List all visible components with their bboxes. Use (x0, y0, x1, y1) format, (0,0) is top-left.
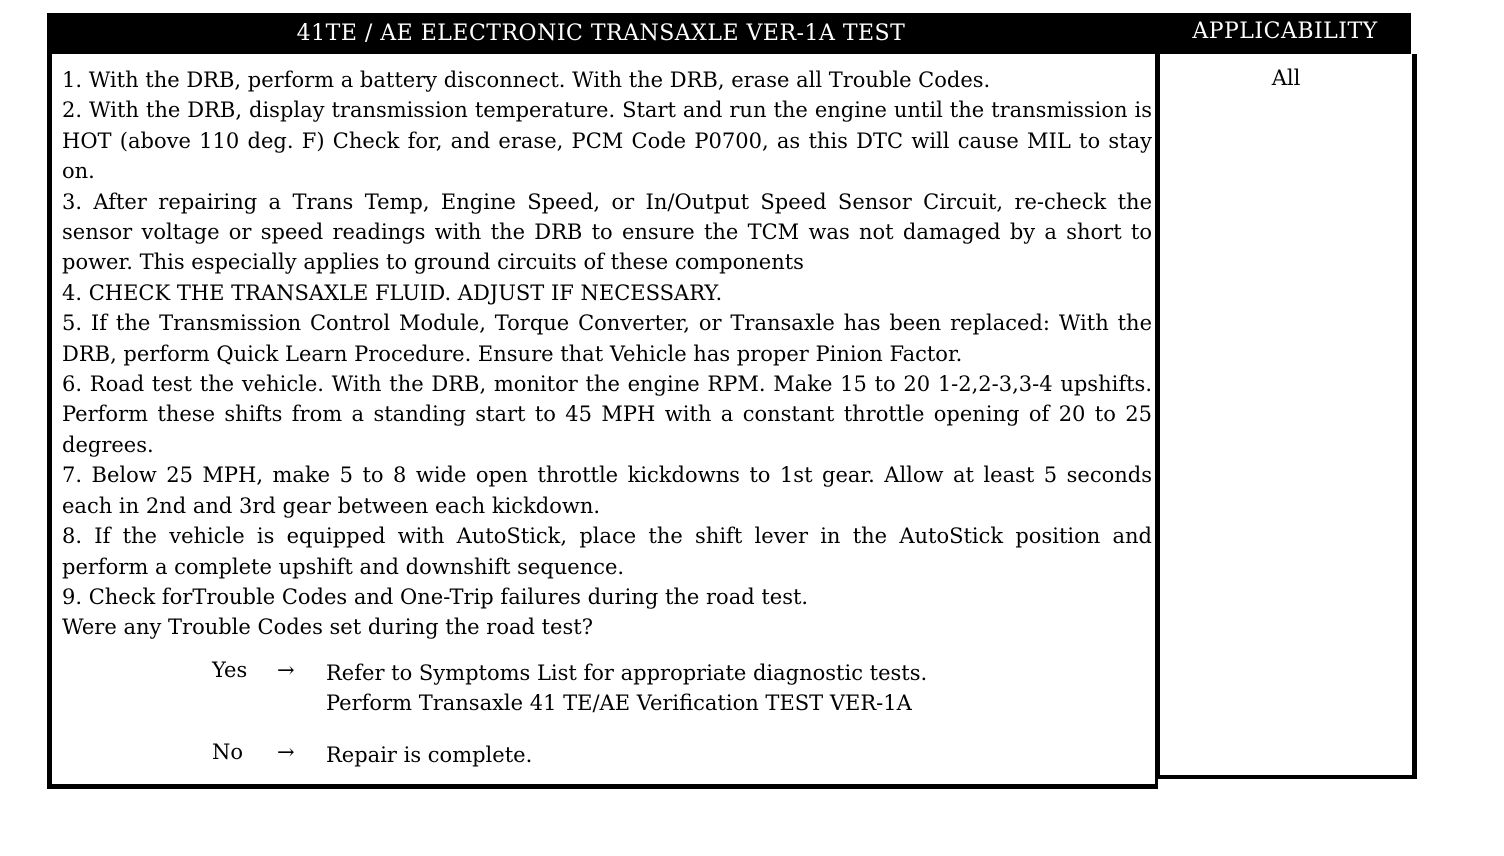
yes-line-2: Perform Transaxle 41 TE/AE Verification TEST VER-1A (326, 691, 912, 715)
applicability-heading: APPLICABILITY (1192, 19, 1378, 44)
step-1: 1. With the DRB, perform a battery disconnect. With the DRB, erase all Trouble Codes. (62, 68, 991, 92)
step-6: 6. Road test the vehicle. With the DRB, monitor the engine RPM. Make 15 to 20 1-2,2-3,3-4 upshifts. Perform these shifts from a standing start to 45 MPH with a constant throttle opening of 20 to 25 degrees. (62, 372, 1152, 457)
test-title: 41TE / AE ELECTRONIC TRANSAXLE VER-1A TEST (296, 21, 906, 46)
yes-label: Yes (212, 658, 248, 682)
question-text: Were any Trouble Codes set during the road test? (62, 615, 593, 640)
step-3: 3. After repairing a Trans Temp, Engine Speed, or In/Output Speed Sensor Circuit, re-check the sensor voltage or speed readings with the DRB to ensure the TCM was not damaged by a short to power. This especially applies to ground circuits of these components (62, 189, 1152, 275)
step-8: 8. If the vehicle is equipped with AutoStick, place the shift lever in the AutoStick position and perform a complete upshift and downshift sequence. (62, 524, 1152, 579)
no-line-1: Repair is complete. (326, 743, 533, 767)
step-5: 5. If the Transmission Control Module, Torque Converter, or Transaxle has been replaced: With the DRB, perform Quick Learn Procedure. Ensure that Vehicle has proper Pinion Factor. (62, 311, 1152, 366)
step-2: 2. With the DRB, display transmission temperature. Start and run the engine until the transmission is HOT (above 110 deg. F) Check for, and erase, PCM Code P0700, as this DTC will cause MIL to stay on. (62, 98, 1152, 184)
procedure-steps (62, 65, 1152, 643)
step-7: 7. Below 25 MPH, make 5 to 8 wide open throttle kickdowns to 1st gear. Allow at least 5 seconds each in 2nd and 3rd gear between each kickdown. (62, 463, 1152, 518)
yes-line-1: Refer to Symptoms List for appropriate diagnostic tests. (326, 661, 928, 685)
yes-instructions (326, 658, 1126, 718)
step-4: 4. CHECK THE TRANSAXLE FLUID. ADJUST IF NECESSARY. (62, 280, 723, 305)
no-instructions (326, 740, 1126, 770)
yes-arrow-icon: → (277, 658, 295, 682)
step-9: 9. Check forTrouble Codes and One-Trip failures during the road test. (62, 584, 809, 609)
applicability-value: All (1271, 66, 1301, 90)
test-table (47, 13, 1418, 789)
table-header (47, 13, 1411, 54)
procedure-cell (47, 54, 1158, 789)
applicability-cell (1158, 54, 1417, 779)
no-label: No (212, 740, 244, 764)
no-arrow-icon: → (277, 740, 295, 764)
